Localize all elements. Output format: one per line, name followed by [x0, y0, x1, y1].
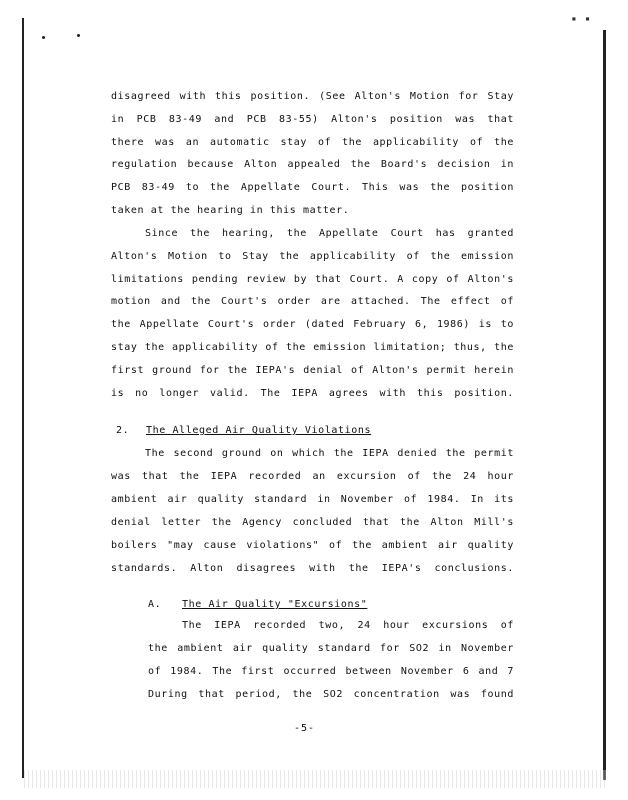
paragraph-3-line: ambient air quality standard in November of 1984. In its	[111, 494, 514, 505]
paragraph-1-line: taken at the hearing in this matter.	[111, 205, 350, 216]
paragraph-2-line: Since the hearing, the Appellate Court has granted	[145, 228, 514, 239]
paragraph-3-line: The second ground on which the IEPA denied the permit	[145, 448, 514, 459]
scan-left-edge	[22, 18, 24, 778]
scan-right-edge	[603, 30, 606, 780]
paragraph-2-line: motion and the Court's order are attached. The effect of	[111, 296, 514, 307]
paragraph-2-line: the Appellate Court's order (dated February 6, 1986) is to	[111, 319, 514, 330]
paragraph-4-line: the ambient air quality standard for SO2 in November	[148, 643, 514, 654]
section-number: 2.	[116, 425, 130, 436]
paragraph-4-line: The IEPA recorded two, 24 hour excursions of	[182, 620, 514, 631]
paragraph-4-line: During that period, the SO2 concentration was found	[148, 689, 514, 700]
paragraph-2-line: first ground for the IEPA's denial of Alton's permit herein	[111, 365, 514, 376]
page-number: -5-	[294, 723, 316, 734]
paragraph-3-line: was that the IEPA recorded an excursion of the 24 hour	[111, 471, 514, 482]
paragraph-1-line: disagreed with this position. (See Alton's Motion for Stay	[111, 91, 514, 102]
scan-speck	[77, 34, 80, 37]
section-heading: The Alleged Air Quality Violations	[146, 425, 372, 436]
paragraph-2-line: Alton's Motion to Stay the applicability of the emission	[111, 251, 514, 262]
paragraph-1-line: in PCB 83-49 and PCB 83-55) Alton's position was that	[111, 114, 514, 125]
paragraph-4-line: of 1984. The first occurred between November 6 and 7	[148, 666, 514, 677]
scan-bottom-noise	[24, 770, 606, 788]
paragraph-2-line: is no longer valid. The IEPA agrees with this position.	[111, 388, 514, 399]
paragraph-2-line: limitations pending review by that Court. A copy of Alton's	[111, 274, 514, 285]
paragraph-1-line: PCB 83-49 to the Appellate Court. This was the position	[111, 182, 514, 193]
paragraph-2-line: stay the applicability of the emission limitation; thus, the	[111, 342, 514, 353]
subsection-letter: A.	[148, 599, 162, 610]
scan-speck	[42, 36, 45, 39]
subsection-heading: The Air Quality "Excursions"	[182, 599, 368, 610]
paragraph-3-line: standards. Alton disagrees with the IEPA's conclusions.	[111, 563, 514, 574]
paragraph-3-line: denial letter the Agency concluded that the Alton Mill's	[111, 517, 514, 528]
paragraph-3-line: boilers "may cause violations" of the ambient air quality	[111, 540, 514, 551]
paragraph-1-line: there was an automatic stay of the applicability of the	[111, 137, 514, 148]
corner-mark: ▪ ▪	[571, 14, 592, 23]
paragraph-1-line: regulation because Alton appealed the Board's decision in	[111, 159, 514, 170]
